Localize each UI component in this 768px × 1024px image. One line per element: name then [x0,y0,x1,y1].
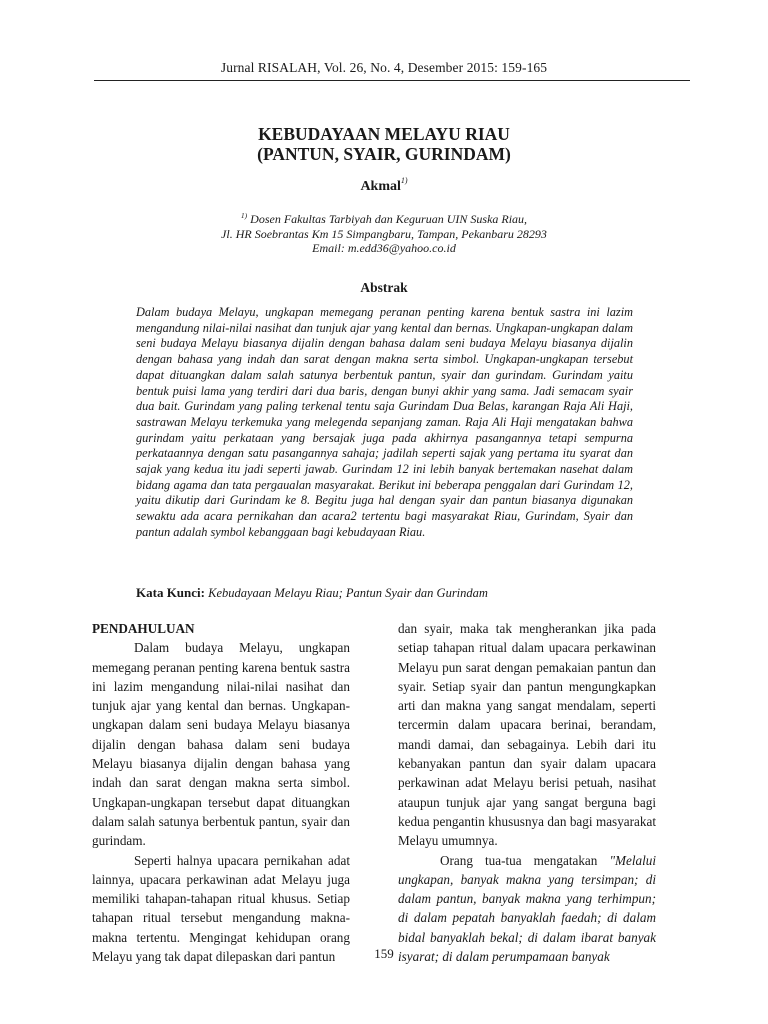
affiliation-line-2: Jl. HR Soebrantas Km 15 Simpangbaru, Tampan, Pekanbaru 28293 [221,226,547,241]
abstract-text: Dalam budaya Melayu, ungkapan memegang peranan penting karena bentuk sastra ini lazim mengandung nilai-nilai nasihat dan tunjuk ajar yang kental dan bernas. Ungkapan-ungkapan dalam seni budaya Melayu biasanya dijalin dengan bahasa dalam seni budaya Melayu biasanya dijalin dengan bahasa yang indah dan sarat dengan makna serta simbol. Ungkapan-ungkapan tersebut dapat dituangkan dalam salah satunya berbentuk pantun, syair dan gurindam. Gurindam yaitu bentuk puisi lama yang terdiri dari dua baris, dengan bunyi akhir yang sama. Jadi semacam syair dua bait. Gurindam yang paling terkenal tentu saja Gurindam Dua Belas, karangan Raja Ali Haji, sastrawan Melayu terkemuka yang melegenda sepanjang zaman. Raja Ali Haji mengatakan bahwa gurindam yaitu perkataan yang bersajak juga pada akhirnya pasangannya tetapi sempurna perkataannya dengan satu pasangannya sahaja; jadilah seperti sajak yang pertama itu syarat dan sajak yang kedua itu jadi seperti jawab. Gurindam 12 ini lebih banyak bertemakan nasehat dalam bidang agama dan tata pergaualan masyarakat. Berikut ini beberapa penggalan dari Gurindam 12, yaitu dikutip dari Gurindam ke 8. Begitu juga hal dengan syair dan pantun biasanya digunakan sewaktu ada acara pernikahan dan acara2 tertentu bagi masyarakat Riau, Gurindam, Syair dan pantun adalah symbol kebanggaan bagi kebudayaan Riau. [136,305,633,539]
page-number: 159 [374,946,394,961]
abstract-heading: Abstrak [360,280,408,295]
affiliation-mark: 1) [240,211,248,220]
body-paragraph: dan syair, maka tak mengherankan jika pada setiap tahapan ritual dalam upacara perkawinan Melayu pun sarat dengan pemakaian pantun dan syair. Setiap syair dan pantun mengungkapkan arti dan makna yang sangat mendalam, seperti tercermin dalam upacara berinai, berandam, mandi damai, dan sebagainya. Lebih dari itu kebanyakan pantun dan syair dalam upacara perkawinan adat Melayu berisi petuah, nasihat ataupun tunjuk ajar yang sangat berguna bagi kedua pengantin khususnya dan bagi masyarakat Melayu umumnya. [398,621,656,849]
body-column-right [398,619,656,966]
title-line-2: (PANTUN, SYAIR, GURINDAM) [257,144,511,164]
author-affiliation-mark: 1) [400,176,408,185]
body-paragraph: Seperti halnya upacara pernikahan adat lainnya, upacara perkawinan adat Melayu juga memiliki tahapan-tahapan ritual khusus. Setiap tahapan ritual tersebut mengandung makna-makna tertentu. Mengingat kehidupan orang Melayu yang tak dapat dilepaskan dari pantun [92,852,350,965]
title-line-1: KEBUDAYAAN MELAYU RIAU [258,124,510,144]
body-column-left [92,619,350,966]
header-rule [94,80,690,81]
body-paragraph: Dalam budaya Melayu, ungkapan memegang peranan penting karena bentuk sastra ini lazim mengandung nilai-nilai nasihat dan tunjuk ajar yang kental dan bernas. Ungkapan-ungkapan dalam seni budaya Melayu biasanya dijalin dengan bahasa dalam seni budaya Melayu biasanya dijalin dengan bahasa yang indah dan sarat dengan makna serta simbol. Ungkapan-ungkapan tersebut dapat dituangkan dalam salah satunya berbentuk pantun, syair dan gurindam. [92,640,350,849]
keywords-text: Kebudayaan Melayu Riau; Pantun Syair dan Gurindam [204,586,488,600]
affiliation [0,209,768,256]
section-heading-pendahuluan: PENDAHULUAN [92,621,195,636]
affiliation-email[interactable]: Email: m.edd36@yahoo.co.id [312,241,456,255]
author-name: Akmal [360,179,401,194]
keywords [136,585,696,601]
quote-text: "Melalui ungkapan, banyak makna yang tersimpan; di dalam pantun, banyak makna yang terhimpun; di dalam pepatah banyaklah faedah; di dalam bidal banyaklah bekal; di dalam ibarat banyak isyarat; di dalam perumpamaan banyak [398,852,656,965]
affiliation-line-1: Dosen Fakultas Tarbiyah dan Keguruan UIN Suska Riau, [247,212,528,226]
author [0,176,768,195]
quote-lead: Orang tua-tua mengatakan [440,852,610,868]
article-title [0,124,768,164]
keywords-label: Kata Kunci: [136,585,205,600]
running-head: Jurnal RISALAH, Vol. 26, No. 4, Desember 2015: 159-165 [220,60,548,75]
